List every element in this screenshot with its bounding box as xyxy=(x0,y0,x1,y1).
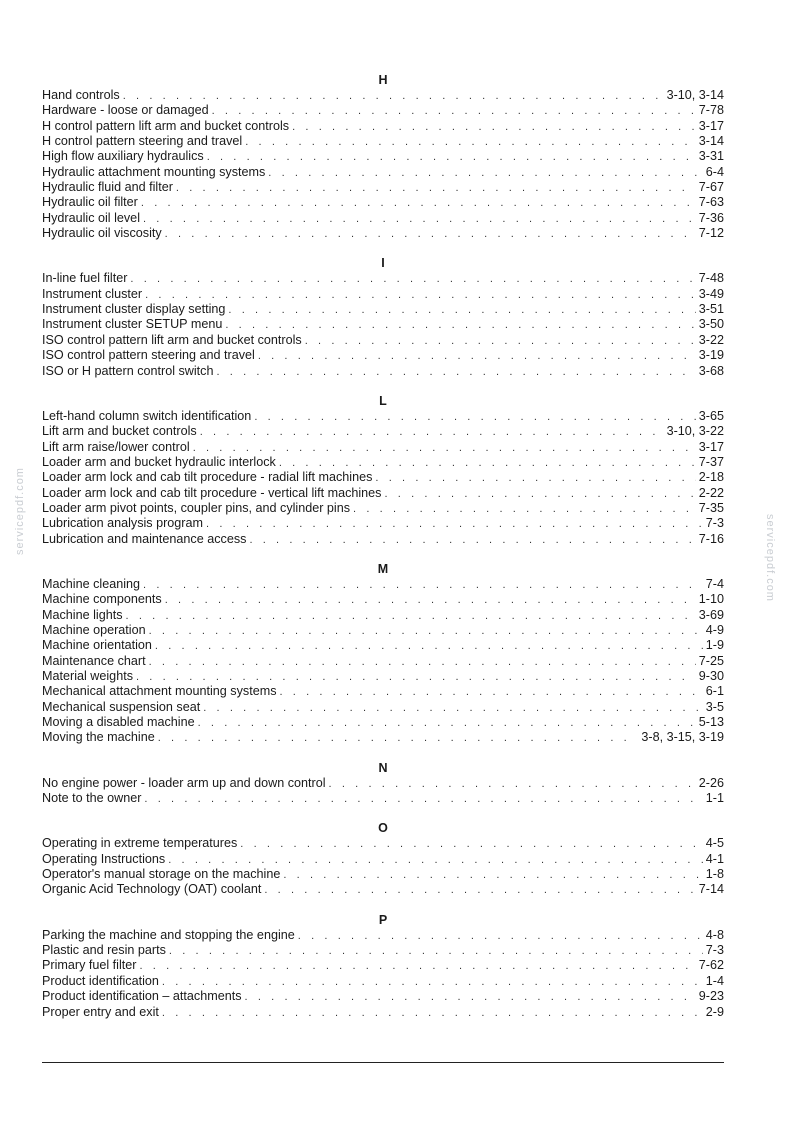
index-section xyxy=(42,820,724,897)
dot-leader xyxy=(305,334,696,349)
entry-page-ref: 3-49 xyxy=(698,286,724,301)
dot-leader xyxy=(169,944,703,959)
index-section xyxy=(42,393,724,547)
entry-page-ref: 7-16 xyxy=(698,531,724,546)
dot-leader xyxy=(176,181,696,196)
dot-leader xyxy=(141,196,696,211)
entry-label: ISO or H pattern control switch xyxy=(42,363,214,378)
entry-page-ref: 3-51 xyxy=(698,302,724,317)
entry-label: In-line fuel filter xyxy=(42,271,128,286)
entry-label: Instrument cluster SETUP menu xyxy=(42,317,223,332)
index-entry[interactable] xyxy=(42,134,724,149)
entry-page-ref: 3-5 xyxy=(705,699,724,714)
entry-page-ref: 9-30 xyxy=(698,669,724,683)
entry-label: Note to the owner xyxy=(42,791,142,806)
entry-page-ref: 2-18 xyxy=(698,470,724,485)
entry-label: Product identification xyxy=(42,973,159,988)
entry-label: Organic Acid Technology (OAT) coolant xyxy=(42,882,262,897)
index-entry[interactable] xyxy=(42,623,724,638)
index-entry[interactable] xyxy=(42,592,724,607)
dot-leader xyxy=(126,609,696,624)
index-entry[interactable] xyxy=(42,669,724,684)
entry-label: Hydraulic oil level xyxy=(42,210,140,225)
entry-page-ref: 1-8 xyxy=(705,867,724,882)
dot-leader xyxy=(329,777,696,792)
entry-page-ref: 7-37 xyxy=(698,454,724,469)
index-entry[interactable] xyxy=(42,516,724,531)
entry-label: Mechanical suspension seat xyxy=(42,699,201,714)
index-entry[interactable] xyxy=(42,88,724,103)
index-entry[interactable] xyxy=(42,882,724,897)
dot-leader xyxy=(139,959,695,974)
dot-leader xyxy=(264,883,695,898)
entry-page-ref: 9-23 xyxy=(698,989,724,1004)
entry-page-ref: 4-1 xyxy=(705,851,724,866)
entry-label: Parking the machine and stopping the engine xyxy=(42,927,295,942)
index-entry[interactable] xyxy=(42,211,724,226)
watermark-right: servicepdf.com xyxy=(764,514,776,602)
entry-label: Moving a disabled machine xyxy=(42,715,195,730)
entry-label: Material weights xyxy=(42,669,133,683)
dot-leader xyxy=(240,837,703,852)
entry-label: No engine power - loader arm up and down control xyxy=(42,775,326,790)
dot-leader xyxy=(384,487,695,502)
index-section xyxy=(42,912,724,1020)
index-entry[interactable] xyxy=(42,470,724,485)
dot-leader xyxy=(123,89,664,104)
index-entry[interactable] xyxy=(42,165,724,180)
dot-leader xyxy=(149,655,696,670)
entry-page-ref: 4-5 xyxy=(705,836,724,851)
dot-leader xyxy=(165,227,696,242)
entry-page-ref: 3-19 xyxy=(698,348,724,363)
entry-page-ref: 2-22 xyxy=(698,485,724,500)
entry-page-ref: 1-4 xyxy=(705,973,724,988)
entry-label: Lubrication analysis program xyxy=(42,516,204,531)
entry-page-ref: 1-1 xyxy=(705,791,724,806)
dot-leader xyxy=(207,150,696,165)
index-entry[interactable] xyxy=(42,638,724,653)
entry-page-ref: 7-14 xyxy=(698,882,724,897)
entry-page-ref: 3-10, 3-22 xyxy=(666,424,724,439)
dot-leader xyxy=(144,792,702,807)
index-entry[interactable] xyxy=(42,455,724,470)
entry-label: Machine operation xyxy=(42,622,146,637)
entry-label: Machine components xyxy=(42,592,162,607)
index-entry[interactable] xyxy=(42,730,724,745)
dot-leader xyxy=(165,593,696,608)
dot-leader xyxy=(245,135,696,150)
index-entry[interactable] xyxy=(42,501,724,516)
entry-page-ref: 3-31 xyxy=(698,149,724,164)
entry-label: Hand controls xyxy=(42,88,120,102)
entry-label: Hydraulic oil filter xyxy=(42,195,138,210)
index-entry[interactable] xyxy=(42,608,724,623)
entry-label: Left-hand column switch identification xyxy=(42,408,252,423)
entry-page-ref: 3-17 xyxy=(698,118,724,133)
entry-page-ref: 6-4 xyxy=(705,164,724,179)
dot-leader xyxy=(198,716,696,731)
index-entry[interactable] xyxy=(42,836,724,851)
entry-label: ISO control pattern lift arm and bucket controls xyxy=(42,332,302,347)
dot-leader xyxy=(254,410,695,425)
index-entry[interactable] xyxy=(42,302,724,317)
index-entry[interactable] xyxy=(42,348,724,363)
dot-leader xyxy=(158,731,639,746)
dot-leader xyxy=(283,868,702,883)
entry-page-ref: 4-8 xyxy=(705,927,724,942)
entry-page-ref: 3-14 xyxy=(698,134,724,149)
dot-leader xyxy=(268,166,703,181)
index-entry[interactable] xyxy=(42,577,724,592)
watermark-left: servicepdf.com xyxy=(14,467,26,555)
dot-leader xyxy=(258,349,696,364)
entry-page-ref: 7-63 xyxy=(698,195,724,210)
dot-leader xyxy=(155,639,703,654)
index-entry[interactable] xyxy=(42,287,724,302)
dot-leader xyxy=(375,471,695,486)
entry-page-ref: 3-69 xyxy=(698,607,724,622)
dot-leader xyxy=(145,288,696,303)
dot-leader xyxy=(193,441,696,456)
index-entry[interactable] xyxy=(42,103,724,118)
entry-page-ref: 7-4 xyxy=(705,576,724,591)
entry-label: Lubrication and maintenance access xyxy=(42,531,247,546)
index-entry[interactable] xyxy=(42,1005,724,1020)
index-list xyxy=(42,72,724,1020)
entry-label: Loader arm pivot points, coupler pins, and cylinder pins xyxy=(42,500,351,515)
index-entry[interactable] xyxy=(42,440,724,455)
dot-leader xyxy=(168,853,703,868)
dot-leader xyxy=(203,701,703,716)
entry-page-ref: 6-1 xyxy=(705,684,724,699)
entry-label: Mechanical attachment mounting systems xyxy=(42,684,277,699)
entry-label: Loader arm lock and cab tilt procedure - vertical lift machines xyxy=(42,485,382,500)
entry-label: H control pattern lift arm and bucket controls xyxy=(42,118,290,133)
index-entry[interactable] xyxy=(42,271,724,286)
entry-label: Machine lights xyxy=(42,607,123,622)
index-entry[interactable] xyxy=(42,943,724,958)
entry-page-ref: 7-62 xyxy=(698,958,724,973)
index-entry[interactable] xyxy=(42,684,724,699)
entry-page-ref: 1-10 xyxy=(698,592,724,607)
index-entry[interactable] xyxy=(42,974,724,989)
section-letter-heading: O xyxy=(378,821,388,836)
entry-page-ref: 5-13 xyxy=(698,715,724,730)
entry-page-ref: 1-9 xyxy=(705,638,724,653)
index-entry[interactable] xyxy=(42,654,724,669)
entry-page-ref: 2-9 xyxy=(705,1004,724,1019)
index-entry[interactable] xyxy=(42,958,724,973)
entry-page-ref: 7-48 xyxy=(698,271,724,286)
index-entry[interactable] xyxy=(42,776,724,791)
dot-leader xyxy=(149,624,703,639)
entry-label: H control pattern steering and travel xyxy=(42,134,243,149)
entry-page-ref: 3-65 xyxy=(698,408,724,423)
entry-label: Loader arm and bucket hydraulic interlock xyxy=(42,454,276,469)
index-section xyxy=(42,561,724,746)
entry-page-ref: 3-10, 3-14 xyxy=(666,88,724,102)
dot-leader xyxy=(206,517,703,532)
index-entry[interactable] xyxy=(42,149,724,164)
index-section xyxy=(42,255,724,378)
index-entry[interactable] xyxy=(42,409,724,424)
dot-leader xyxy=(225,318,695,333)
index-entry[interactable] xyxy=(42,195,724,210)
dot-leader xyxy=(245,990,696,1005)
dot-leader xyxy=(249,533,695,548)
dot-leader xyxy=(353,502,696,517)
index-entry[interactable] xyxy=(42,424,724,439)
index-entry[interactable] xyxy=(42,867,724,882)
index-entry[interactable] xyxy=(42,700,724,715)
dot-leader xyxy=(162,1006,703,1021)
index-entry[interactable] xyxy=(42,852,724,867)
entry-label: Hydraulic oil viscosity xyxy=(42,226,162,241)
dot-leader xyxy=(162,975,703,990)
index-entry[interactable] xyxy=(42,989,724,1004)
section-letter-heading: H xyxy=(378,73,388,87)
entry-label: Lift arm and bucket controls xyxy=(42,424,197,439)
section-letter-heading: I xyxy=(381,256,385,271)
entry-label: Hardware - loose or damaged xyxy=(42,103,209,118)
entry-page-ref: 7-36 xyxy=(698,210,724,225)
entry-label: ISO control pattern steering and travel xyxy=(42,348,255,363)
entry-page-ref: 7-3 xyxy=(705,943,724,958)
index-section xyxy=(42,72,724,241)
entry-page-ref: 7-35 xyxy=(698,500,724,515)
entry-label: Instrument cluster display setting xyxy=(42,302,226,317)
entry-page-ref: 3-68 xyxy=(698,363,724,378)
entry-page-ref: 3-50 xyxy=(698,317,724,332)
dot-leader xyxy=(136,670,696,685)
entry-page-ref: 7-67 xyxy=(698,180,724,195)
index-entry[interactable] xyxy=(42,532,724,547)
index-entry[interactable] xyxy=(42,715,724,730)
index-entry[interactable] xyxy=(42,119,724,134)
entry-label: Loader arm lock and cab tilt procedure - radial lift machines xyxy=(42,470,373,485)
index-entry[interactable] xyxy=(42,317,724,332)
entry-page-ref: 3-8, 3-15, 3-19 xyxy=(641,730,724,745)
index-section xyxy=(42,760,724,807)
entry-label: Plastic and resin parts xyxy=(42,943,166,958)
dot-leader xyxy=(292,120,696,135)
dot-leader xyxy=(130,272,695,287)
entry-label: Hydraulic fluid and filter xyxy=(42,180,173,195)
dot-leader xyxy=(200,425,664,440)
entry-label: Lift arm raise/lower control xyxy=(42,439,190,454)
dot-leader xyxy=(143,212,696,227)
entry-label: Proper entry and exit xyxy=(42,1004,159,1019)
dot-leader xyxy=(143,578,703,593)
entry-page-ref: 4-9 xyxy=(705,622,724,637)
dot-leader xyxy=(212,104,696,119)
dot-leader xyxy=(280,685,703,700)
entry-label: Operating Instructions xyxy=(42,851,166,866)
entry-label: Operating in extreme temperatures xyxy=(42,836,238,851)
index-entry[interactable] xyxy=(42,226,724,241)
entry-label: Machine cleaning xyxy=(42,576,141,591)
entry-page-ref: 2-26 xyxy=(698,775,724,790)
entry-label: Maintenance chart xyxy=(42,653,146,668)
entry-page-ref: 3-22 xyxy=(698,332,724,347)
dot-leader xyxy=(298,929,703,944)
entry-page-ref: 7-78 xyxy=(698,103,724,118)
entry-page-ref: 7-25 xyxy=(698,653,724,668)
index-entry[interactable] xyxy=(42,333,724,348)
entry-label: Operator's manual storage on the machine xyxy=(42,867,281,882)
index-entry[interactable] xyxy=(42,486,724,501)
section-letter-heading: L xyxy=(379,393,387,408)
dot-leader xyxy=(279,456,696,471)
entry-label: Primary fuel filter xyxy=(42,958,137,973)
entry-label: Instrument cluster xyxy=(42,286,143,301)
footer-rule xyxy=(42,1062,724,1063)
entry-label: Hydraulic attachment mounting systems xyxy=(42,164,266,179)
entry-page-ref: 7-12 xyxy=(698,226,724,241)
index-entry[interactable] xyxy=(42,791,724,806)
entry-page-ref: 3-17 xyxy=(698,439,724,454)
entry-label: Moving the machine xyxy=(42,730,155,745)
dot-leader xyxy=(228,303,695,318)
entry-label: High flow auxiliary hydraulics xyxy=(42,149,204,164)
section-letter-heading: P xyxy=(378,912,388,927)
entry-label: Product identification – attachments xyxy=(42,989,242,1004)
index-entry[interactable] xyxy=(42,928,724,943)
entry-label: Machine orientation xyxy=(42,638,152,653)
dot-leader xyxy=(216,365,695,380)
section-letter-heading: M xyxy=(377,561,389,576)
entry-page-ref: 7-3 xyxy=(705,516,724,531)
index-entry[interactable] xyxy=(42,364,724,379)
section-letter-heading: N xyxy=(378,760,388,775)
index-entry[interactable] xyxy=(42,180,724,195)
